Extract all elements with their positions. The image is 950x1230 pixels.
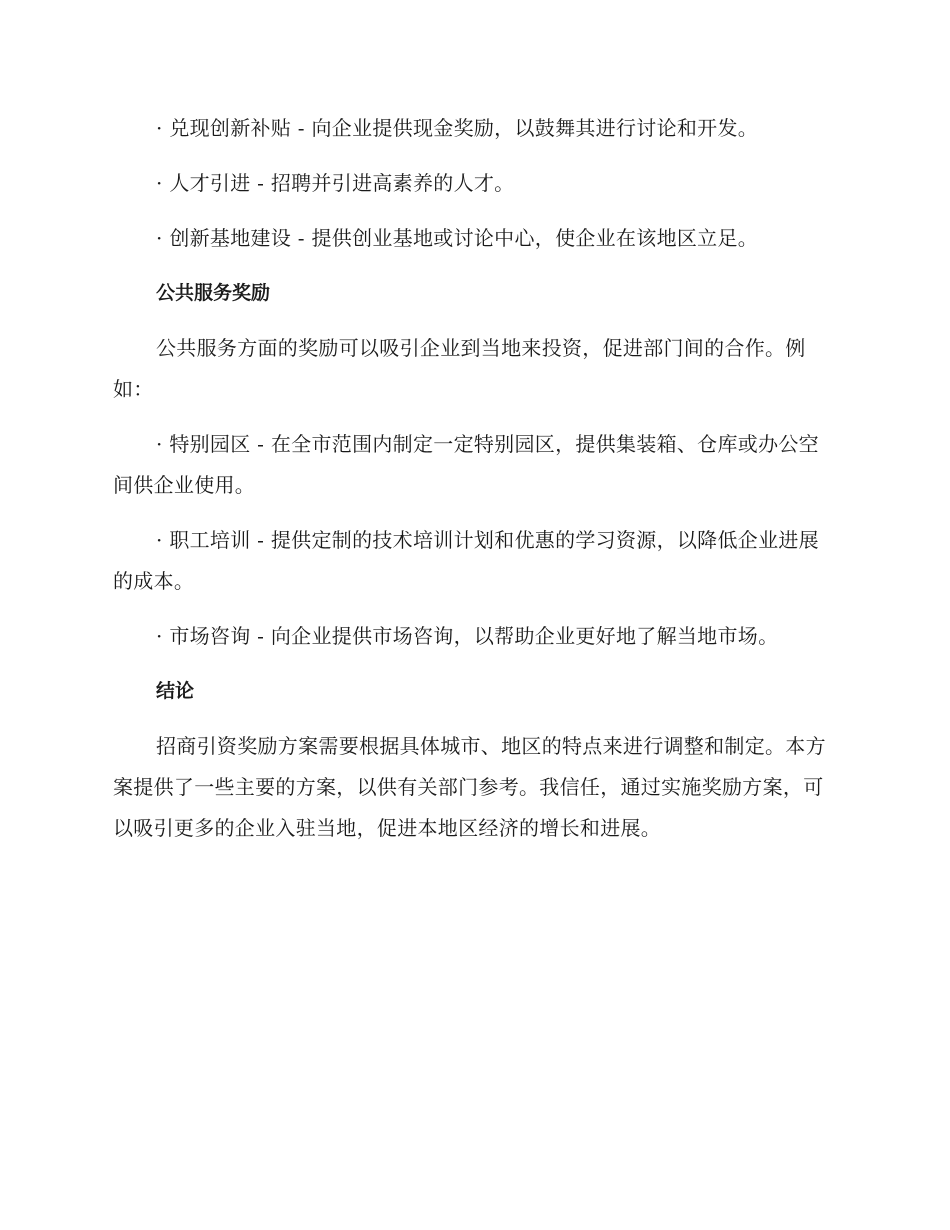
bullet-innovation-base: · 创新基地建设 - 提供创业基地或讨论中心，使企业在该地区立足。 [156, 226, 759, 250]
bullet-talent-introduction: · 人才引进 - 招聘并引进高素养的人才。 [156, 171, 515, 195]
bullet-staff-training: · 职工培训 - 提供定制的技术培训计划和优惠的学习资源，以降低企业进展的成本。 [113, 528, 819, 593]
bullet-innovation-subsidy: · 兑现创新补贴 - 向企业提供现金奖励，以鼓舞其进行讨论和开发。 [156, 116, 759, 140]
paragraph-conclusion: 招商引资奖励方案需要根据具体城市、地区的特点来进行调整和制定。本方案提供了一些主要的方案，以供有关部门参考。我信任，通过实施奖励方案，可以吸引更多的企业入驻当地，促进本地区经济的增长和进展。 [113, 734, 826, 840]
bullet-special-park: · 特别园区 - 在全市范围内制定一定特别园区，提供集装箱、仓库或办公空间供企业使用。 [113, 432, 819, 497]
document-page [113, 108, 838, 849]
heading-conclusion: 结论 [156, 680, 195, 702]
paragraph-public-service-intro: 公共服务方面的奖励可以吸引企业到当地来投资，促进部门间的合作。例如： [113, 336, 806, 401]
bullet-market-consulting: · 市场咨询 - 向企业提供市场咨询，以帮助企业更好地了解当地市场。 [156, 624, 779, 648]
heading-public-service-rewards: 公共服务奖励 [156, 282, 271, 304]
